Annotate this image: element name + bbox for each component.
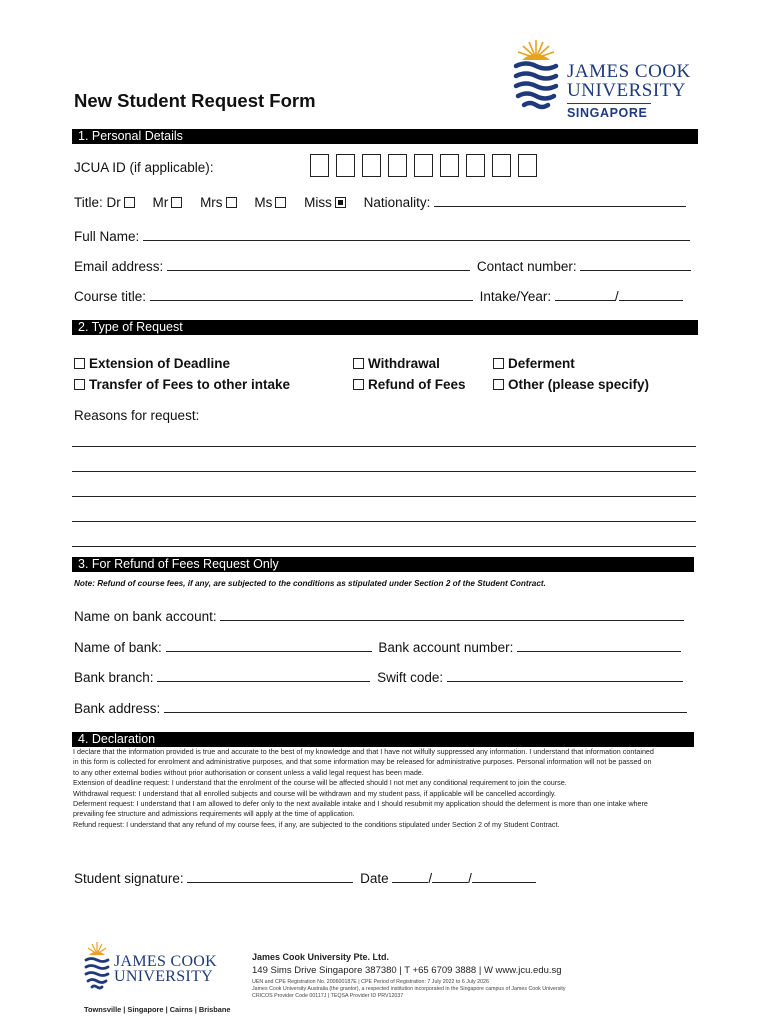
footer-registration — [252, 979, 592, 1001]
intake-field[interactable] — [555, 289, 615, 301]
jcua-id-box-4[interactable] — [388, 154, 407, 177]
declaration-line: Extension of deadline request: I understand that the enrolment of the course will be affected should I not met any conditional requirement to join the course. — [73, 778, 567, 788]
checkbox-ms[interactable] — [275, 197, 286, 208]
option-refund-label: Refund of Fees — [368, 377, 466, 392]
jcu-logo-wordmark — [567, 62, 691, 120]
checkbox-dr[interactable] — [124, 197, 135, 208]
footer-logo-line-2: UNIVERSITY — [114, 968, 213, 985]
reasons-label: Reasons for request: — [74, 408, 200, 423]
nationality-field[interactable] — [434, 195, 686, 207]
course-row: Course title: Intake/Year: / — [74, 289, 683, 304]
footer-reg-line: James Cook University Australia (the grantor), a respected institution incorporated in the Singapore campus of James Cook University — [252, 986, 566, 993]
option-deferment-label: Deferment — [508, 356, 575, 371]
checkbox-transfer[interactable] — [74, 379, 85, 390]
section-type-of-request: 2. Type of Request — [72, 320, 698, 335]
reasons-line-4[interactable] — [72, 521, 696, 522]
date-month-field[interactable] — [432, 871, 468, 883]
jcua-id-box-3[interactable] — [362, 154, 381, 177]
section-refund-of-fees: 3. For Refund of Fees Request Only — [72, 557, 694, 572]
reasons-line-3[interactable] — [72, 496, 696, 497]
jcua-id-box-6[interactable] — [440, 154, 459, 177]
reasons-line-5[interactable] — [72, 546, 696, 547]
bank-branch-field[interactable] — [157, 670, 370, 682]
section-personal-details: 1. Personal Details — [72, 129, 698, 144]
logo-line-1: JAMES COOK — [567, 61, 691, 82]
title-option-ms: Ms — [254, 195, 273, 210]
date-year-field[interactable] — [472, 871, 536, 883]
jcua-id-box-9[interactable] — [518, 154, 537, 177]
jcua-id-box-1[interactable] — [310, 154, 329, 177]
bank-row — [74, 640, 681, 655]
account-number-field[interactable] — [517, 640, 681, 652]
jcua-id-label: JCUA ID (if applicable): — [74, 160, 214, 175]
footer-company: James Cook University Pte. Ltd. — [252, 952, 390, 962]
declaration-line: in this form is collected for enrolment and administrative purposes, and that some information may be released for administrative purposes. Personal information will not be passed on — [73, 757, 652, 767]
email-field[interactable] — [167, 259, 470, 271]
option-deferment[interactable] — [493, 356, 575, 371]
checkbox-extension[interactable] — [74, 358, 85, 369]
title-label: Title: — [74, 195, 103, 210]
fullname-label: Full Name: — [74, 229, 140, 244]
option-other[interactable] — [493, 377, 649, 392]
checkbox-deferment[interactable] — [493, 358, 504, 369]
reasons-line-2[interactable] — [72, 471, 696, 472]
email-label: Email address: — [74, 259, 164, 274]
form-title: New Student Request Form — [74, 90, 316, 111]
contact-field[interactable] — [580, 259, 691, 271]
bank-address-field[interactable] — [164, 701, 687, 713]
fullname-row — [74, 229, 690, 244]
title-row — [74, 195, 686, 210]
option-refund[interactable] — [353, 377, 466, 392]
title-option-dr: Dr — [106, 195, 121, 210]
option-withdrawal-label: Withdrawal — [368, 356, 440, 371]
logo-line-2: UNIVERSITY — [567, 80, 686, 101]
bank-name-label: Name of bank: — [74, 640, 162, 655]
bank-name-row — [74, 609, 684, 624]
checkbox-withdrawal[interactable] — [353, 358, 364, 369]
signature-label: Student signature: — [74, 871, 184, 886]
fullname-field[interactable] — [143, 229, 690, 241]
option-extension[interactable] — [74, 356, 230, 371]
bank-address-label: Bank address: — [74, 701, 161, 716]
bank-name-field[interactable] — [166, 640, 372, 652]
footer-reg-line: UEN and CPE Registration No. 200600187E | CPE Period of Registration: 7 July 2022 to 6 July 2026 — [252, 979, 489, 985]
checkbox-refund[interactable] — [353, 379, 364, 390]
refund-note: Note: Refund of course fees, if any, are subjected to the conditions as stipulated under Section 2 of the Student Contract. — [74, 579, 546, 588]
swift-code-label: Swift code: — [377, 670, 444, 685]
option-transfer[interactable] — [74, 377, 290, 392]
checkbox-miss[interactable] — [335, 197, 346, 208]
date-day-field[interactable] — [392, 871, 428, 883]
swift-code-field[interactable] — [447, 670, 683, 682]
jcua-id-box-7[interactable] — [466, 154, 485, 177]
email-row — [74, 259, 691, 274]
logo-line-3: SINGAPORE — [567, 103, 651, 120]
footer-logo-wordmark — [114, 954, 217, 984]
account-number-label: Bank account number: — [378, 640, 514, 655]
option-transfer-label: Transfer of Fees to other intake — [89, 377, 291, 392]
checkbox-mrs[interactable] — [226, 197, 237, 208]
course-field[interactable] — [150, 289, 473, 301]
nationality-label: Nationality: — [363, 195, 431, 210]
title-option-mrs: Mrs — [200, 195, 223, 210]
jcua-id-box-2[interactable] — [336, 154, 355, 177]
account-name-label: Name on bank account: — [74, 609, 217, 624]
option-extension-label: Extension of Deadline — [89, 356, 231, 371]
jcua-id-box-8[interactable] — [492, 154, 511, 177]
title-option-miss: Miss — [304, 195, 332, 210]
declaration-line: to any other external bodies without prior authorisation or consent unless a valid legal request has been made. — [73, 767, 424, 777]
declaration-text — [73, 747, 701, 830]
footer-reg-line: CRICOS Provider Code 00117J | TEQSA Provider ID PRV12037 — [252, 993, 404, 1000]
section-declaration: 4. Declaration — [72, 732, 694, 747]
branch-row — [74, 670, 683, 685]
declaration-line: Deferment request: I understand that I am allowed to defer only to the next available intake and I should resubmit my application should the deferment is more than one intake where — [73, 799, 648, 809]
checkbox-other[interactable] — [493, 379, 504, 390]
declaration-line: Withdrawal request: I understand that all enrolled subjects and course will be withdrawn and my student pass, if applicable will be cancelled accordingly. — [73, 788, 556, 798]
checkbox-mr[interactable] — [171, 197, 182, 208]
option-other-label: Other (please specify) — [508, 377, 650, 392]
year-field[interactable] — [619, 289, 683, 301]
footer-logo-line-1: JAMES COOK — [114, 953, 218, 970]
footer-campuses: Townsville | Singapore | Cairns | Brisbane — [84, 1005, 231, 1014]
signature-field[interactable] — [187, 871, 353, 883]
declaration-line: Refund request: I understand that any refund of my course fees, if any, are subjected to the conditions stipulated under Section 2 of my Student Contract. — [73, 819, 560, 829]
title-option-mr: Mr — [152, 195, 169, 210]
date-label: Date — [360, 871, 389, 886]
account-name-field[interactable] — [220, 609, 684, 621]
course-label: Course title: — [74, 289, 147, 304]
intake-label: Intake/Year: — [479, 289, 552, 304]
declaration-line: I declare that the information provided is true and accurate to the best of my knowledge and that I have not wilfully suppressed any information. I understand that information contained — [73, 747, 654, 756]
option-withdrawal[interactable] — [353, 356, 440, 371]
jcua-id-box-5[interactable] — [414, 154, 433, 177]
bank-address-row — [74, 701, 687, 716]
footer-address: 149 Sims Drive Singapore 387380 | T +65 6709 3888 | W www.jcu.edu.sg — [252, 965, 562, 976]
bank-branch-label: Bank branch: — [74, 670, 154, 685]
contact-label: Contact number: — [476, 259, 577, 274]
footer-address-block — [252, 952, 592, 1001]
signature-row: Student signature: Date / / — [74, 871, 536, 886]
reasons-line-1[interactable] — [72, 446, 696, 447]
declaration-line: prevailing fee structure and admissions requirements will apply at the time of application. — [73, 809, 355, 819]
